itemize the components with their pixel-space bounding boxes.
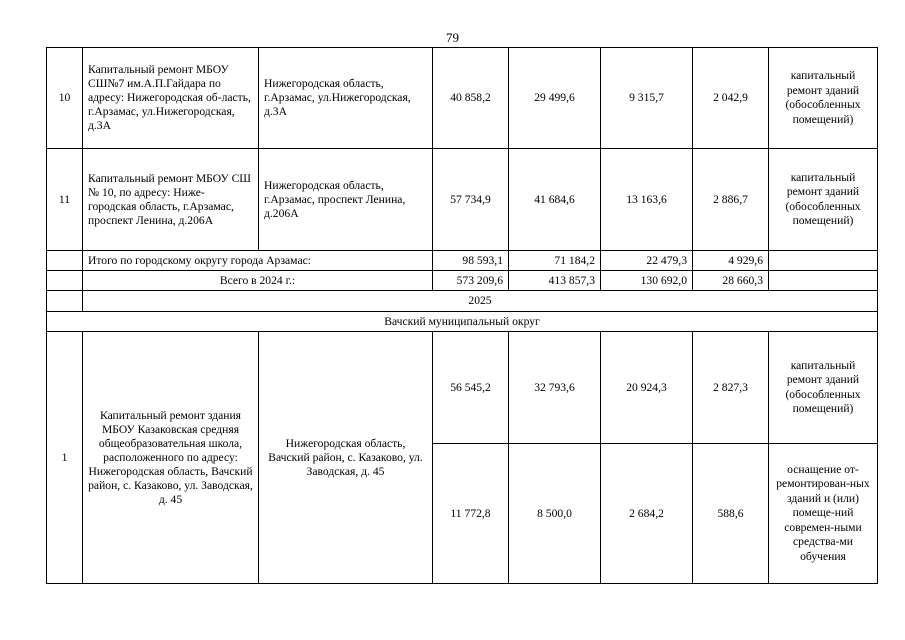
total-federal: 413 857,3 — [509, 271, 601, 291]
page-number: 79 — [446, 30, 459, 45]
empty-cell — [769, 251, 878, 271]
total-local: 28 660,3 — [693, 271, 769, 291]
district-header: Вачский муниципальный округ — [47, 312, 878, 332]
total-amount: 40 858,2 — [433, 48, 509, 149]
object-name: Капитальный ремонт МБОУ СШ№7 им.А.П.Гайдара по адресу: Нижегородская об-ласть, г.Арзамас, ул.Нижегородская, д.3А — [83, 48, 259, 149]
empty-cell — [769, 271, 878, 291]
empty-cell — [47, 271, 83, 291]
federal-amount: 41 684,6 — [509, 149, 601, 251]
subtotal-regional: 22 479,3 — [601, 251, 693, 271]
empty-cell — [47, 291, 83, 312]
table-row — [47, 48, 878, 149]
object-name: Капитальный ремонт здания МБОУ Казаковская средняя общеобразовательная школа, расположенного по адресу: Нижегородская область, Вачский район, с. Казаково, ул. Заводская, д. 45 — [83, 332, 259, 584]
total-amount: 57 734,9 — [433, 149, 509, 251]
subtotal-label: Итого по городскому округу города Арзамас: — [83, 251, 433, 271]
table-row — [47, 149, 878, 251]
empty-cell — [47, 251, 83, 271]
regional-amount: 13 163,6 — [601, 149, 693, 251]
district-header-row — [47, 312, 878, 332]
total-total: 573 209,6 — [433, 271, 509, 291]
table-row — [47, 332, 878, 444]
total-row — [47, 271, 878, 291]
object-address: Нижегородская область, г.Арзамас, проспект Ленина, д.206А — [259, 149, 433, 251]
federal-amount: 29 499,6 — [509, 48, 601, 149]
local-amount: 588,6 — [693, 444, 769, 584]
subtotal-local: 4 929,6 — [693, 251, 769, 271]
total-label: Всего в 2024 г.: — [83, 271, 433, 291]
work-type: капитальный ремонт зданий (обособленных помещений) — [769, 149, 878, 251]
work-type: капитальный ремонт зданий (обособленных помещений) — [769, 332, 878, 444]
object-name: Капитальный ремонт МБОУ СШ № 10, по адресу: Ниже-городская область, г.Арзамас, проспект Ленина, д.206А — [83, 149, 259, 251]
row-number: 1 — [47, 332, 83, 584]
object-address: Нижегородская область, г.Арзамас, ул.Нижегородская, д.3А — [259, 48, 433, 149]
subtotal-total: 98 593,1 — [433, 251, 509, 271]
total-regional: 130 692,0 — [601, 271, 693, 291]
subtotal-row — [47, 251, 878, 271]
object-address: Нижегородская область, Вачский район, с. Казаково, ул. Заводская, д. 45 — [259, 332, 433, 584]
regional-amount: 20 924,3 — [601, 332, 693, 444]
row-number: 10 — [47, 48, 83, 149]
subtotal-federal: 71 184,2 — [509, 251, 601, 271]
federal-amount: 8 500,0 — [509, 444, 601, 584]
local-amount: 2 886,7 — [693, 149, 769, 251]
year-header-row — [47, 291, 878, 312]
regional-amount: 2 684,2 — [601, 444, 693, 584]
local-amount: 2 042,9 — [693, 48, 769, 149]
row-number: 11 — [47, 149, 83, 251]
regional-amount: 9 315,7 — [601, 48, 693, 149]
federal-amount: 32 793,6 — [509, 332, 601, 444]
work-type: оснащение от-ремонтирован-ных зданий и (или) помеще-ний современ-ными средства-ми обучения — [769, 444, 878, 584]
total-amount: 56 545,2 — [433, 332, 509, 444]
local-amount: 2 827,3 — [693, 332, 769, 444]
total-amount: 11 772,8 — [433, 444, 509, 584]
work-type: капитальный ремонт зданий (обособленных помещений) — [769, 48, 878, 149]
funding-table — [46, 47, 878, 584]
year-header: 2025 — [83, 291, 878, 312]
